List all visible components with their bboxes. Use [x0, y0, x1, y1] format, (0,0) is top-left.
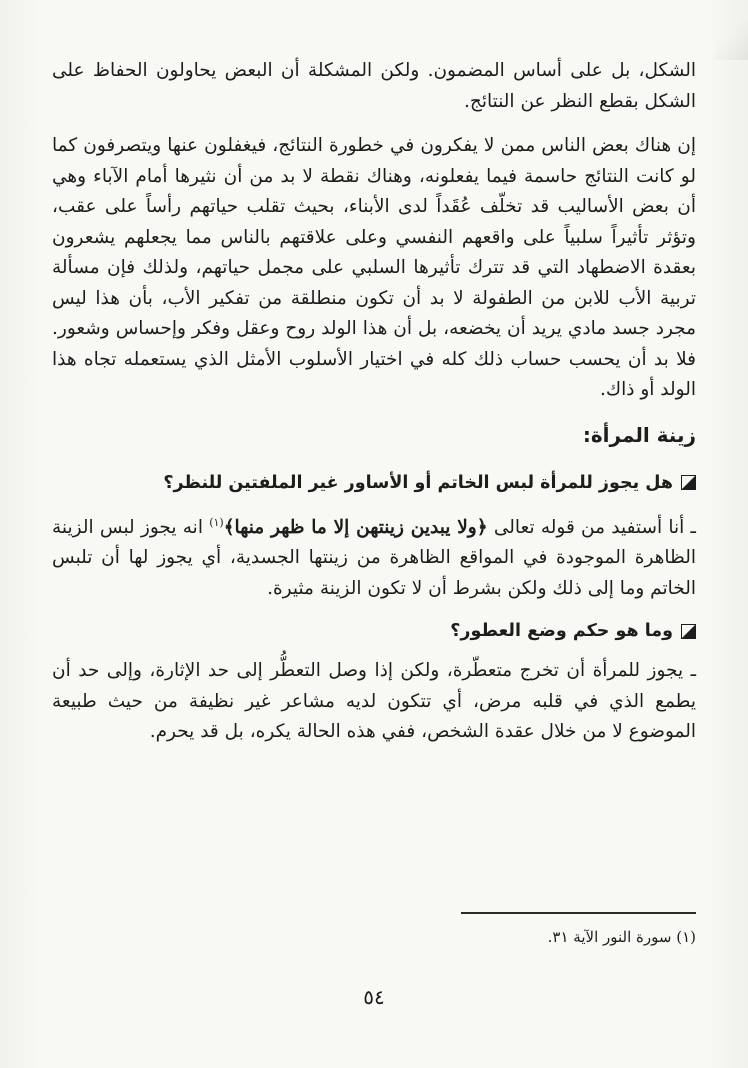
paragraph-1: الشكل، بل على أساس المضمون. ولكن المشكلة أن البعض يحاولون الحفاظ على الشكل بقطع النظر عن النتائج.: [52, 60, 696, 112]
answer-1-end: انه يجوز لبس الزينة الظاهرة الموجودة في المواقع الظاهرة من زينتها الجسدية، أي يجوز لها أن تلبس الخاتم وما إلى ذلك ولكن بشرط أن لا تكون الزينة مثيرة.: [52, 516, 696, 599]
question-marker-icon: [681, 624, 696, 639]
answer-2: ـ يجوز للمرأة أن تخرج متعطّرة، ولكن إذا وصل التعطُّر إلى حد الإثارة، وإلى حد أن يطمع الذي في قلبه مرض، أي تتكون لديه مشاعر غير نظيفة من حيث طبيعة الموضوع لا من خلال عقدة الشخص، ففي هذه الحالة يكره، بل قد يحرم.: [52, 660, 696, 743]
footnote-divider: [461, 912, 696, 914]
page-number: ٥٤: [363, 985, 385, 1009]
footnote-reference: (١): [209, 515, 224, 529]
answer-1: [52, 508, 696, 605]
answer-1-start: ـ أنا أستفيد من قوله تعالى: [487, 516, 696, 538]
section-heading: زينة المرأة:: [582, 422, 696, 447]
paragraph-2: إن هناك بعض الناس ممن لا يفكرون في خطورة النتائج، فيغفلون عنها ويتصرفون كما لو كانت النتائج حاسمة فيما يفعلونه، وهناك نقطة لا بد من أن نثيرها أمام الآباء وهي أن بعض الأساليب قد تخلّف عُقَداً لدى الأبناء، بحيث تقلب حياتهم رأساً على عقب، وتؤثر تأثيراً سلبياً على واقعهم النفسي وعلى علاقتهم بالناس مما يجعلهم يشعرون بعقدة الاضطهاد التي قد تترك تأثيرها السلبي على مجمل حياتهم، ولذلك فإن مسألة تربية الأب للابن من الطفولة لا بد أن تكون منطلقة من تفكير الأب، بأن هذا ليس مجرد جسد مادي يريد أن يخضعه، بل أن هذا الولد روح وعقل وفكر وإحساس وشعور. فلا بد أن يحسب حساب ذلك كله في اختيار الأسلوب الأمثل الذي يستعمله تجاه هذا الولد أو ذاك.: [52, 135, 696, 400]
footnote: (١) سورة النور الآية ٣١.: [547, 928, 696, 946]
question-1-text: هل يجوز للمرأة لبس الخاتم أو الأساور غير الملفتين للنظر؟: [163, 472, 673, 493]
question-2-text: وما هو حكم وضع العطور؟: [450, 621, 673, 642]
question-2: [52, 616, 696, 646]
page-corner-shadow: [714, 0, 748, 60]
page-body: [52, 56, 696, 760]
question-1: [52, 468, 696, 498]
quran-quote: ﴿ولا يبدين زينتهن إلا ما ظهر منها﴾: [223, 516, 488, 538]
question-marker-icon: [681, 475, 696, 490]
